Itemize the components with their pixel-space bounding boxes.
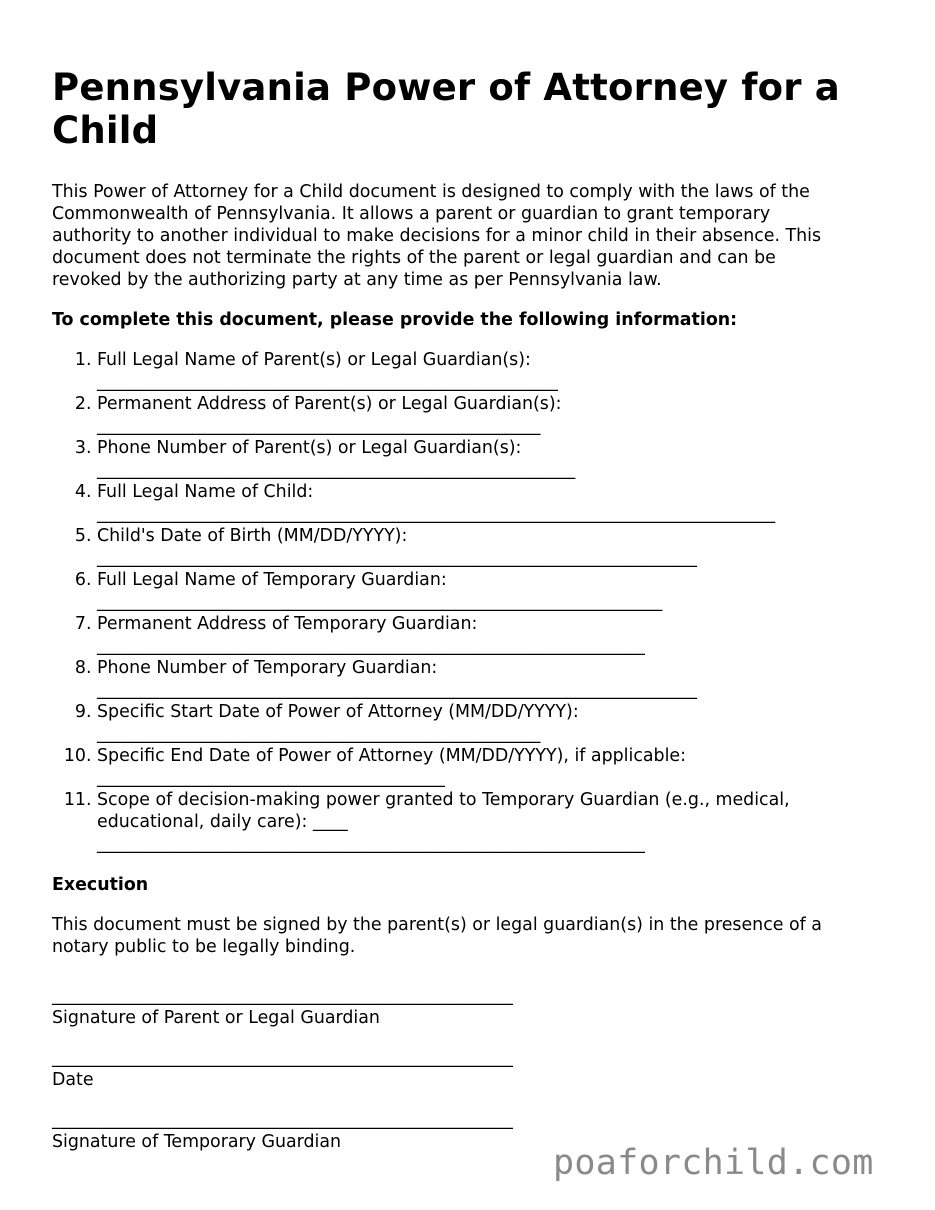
list-item	[97, 613, 882, 657]
intro-line: document does not terminate the rights of the parent or legal guardian and can be	[52, 248, 776, 268]
signature-line[interactable]: _____________________________________________________	[52, 986, 513, 1006]
list-item	[97, 437, 882, 481]
field-list	[52, 349, 882, 855]
document-title: Pennsylvania Power of Attorney for a Child	[52, 66, 840, 152]
field-blank[interactable]: _____________________________________________________________________	[97, 680, 697, 700]
field-label: 10. Specific End Date of Power of Attorney (MM/DD/YYYY), if applicable:	[97, 746, 686, 766]
list-item	[97, 349, 882, 393]
execution-paragraph	[52, 914, 882, 958]
instructions-heading: To complete this document, please provide the following information:	[52, 310, 738, 330]
field-label: 1. Full Legal Name of Parent(s) or Legal Guardian(s):	[97, 350, 531, 370]
signature-line[interactable]: _____________________________________________________	[52, 1048, 513, 1068]
field-blank[interactable]: _______________________________________________________________	[97, 636, 645, 656]
field-label: 6. Full Legal Name of Temporary Guardian:	[97, 570, 447, 590]
field-label-continued: educational, daily care): ____	[97, 812, 348, 832]
watermark: poaforchild.com	[553, 1143, 874, 1183]
intro-line: authority to another individual to make decisions for a minor child in their absence. This	[52, 226, 822, 246]
list-item	[97, 525, 882, 569]
field-label: 7. Permanent Address of Temporary Guardian:	[97, 614, 478, 634]
field-label: 11. Scope of decision-making power granted to Temporary Guardian (e.g., medical,	[97, 790, 790, 810]
field-label: 4. Full Legal Name of Child:	[97, 482, 314, 502]
field-blank[interactable]: _____________________________________________________________________	[97, 548, 697, 568]
list-item	[97, 789, 882, 855]
field-blank[interactable]: ________________________________________	[97, 768, 445, 788]
field-blank[interactable]: _______________________________________________________________	[97, 834, 645, 854]
signature-date-block	[52, 1047, 882, 1091]
signature-label: Date	[52, 1070, 94, 1090]
signature-label: Signature of Parent or Legal Guardian	[52, 1008, 380, 1028]
list-item	[97, 701, 882, 745]
field-blank[interactable]: ______________________________________________________________________________	[97, 504, 776, 524]
intro-line: Commonwealth of Pennsylvania. It allows a parent or guardian to grant temporary	[52, 204, 771, 224]
field-label: 8. Phone Number of Temporary Guardian:	[97, 658, 438, 678]
field-label: 9. Specific Start Date of Power of Attorney (MM/DD/YYYY):	[97, 702, 579, 722]
field-label: 5. Child's Date of Birth (MM/DD/YYYY):	[97, 526, 408, 546]
execution-line: This document must be signed by the parent(s) or legal guardian(s) in the presence of a	[52, 915, 822, 935]
field-blank[interactable]: _________________________________________________________________	[97, 592, 663, 612]
field-blank[interactable]: ___________________________________________________	[97, 724, 541, 744]
list-item	[97, 393, 882, 437]
field-blank[interactable]: _____________________________________________________	[97, 372, 558, 392]
execution-heading: Execution	[52, 875, 149, 895]
document-page	[52, 66, 882, 1153]
list-item	[97, 569, 882, 613]
field-blank[interactable]: _______________________________________________________	[97, 460, 576, 480]
intro-line: This Power of Attorney for a Child document is designed to comply with the laws of the	[52, 182, 810, 202]
list-item	[97, 657, 882, 701]
execution-line: notary public to be legally binding.	[52, 937, 356, 957]
intro-paragraph	[52, 181, 882, 291]
signature-label: Signature of Temporary Guardian	[52, 1132, 342, 1152]
signature-line[interactable]: _____________________________________________________	[52, 1110, 513, 1130]
list-item	[97, 481, 882, 525]
field-label: 2. Permanent Address of Parent(s) or Legal Guardian(s):	[97, 394, 562, 414]
list-item	[97, 745, 882, 789]
field-label: 3. Phone Number of Parent(s) or Legal Guardian(s):	[97, 438, 522, 458]
intro-line: revoked by the authorizing party at any time as per Pennsylvania law.	[52, 270, 662, 290]
signature-parent-block	[52, 985, 882, 1029]
field-blank[interactable]: ___________________________________________________	[97, 416, 541, 436]
